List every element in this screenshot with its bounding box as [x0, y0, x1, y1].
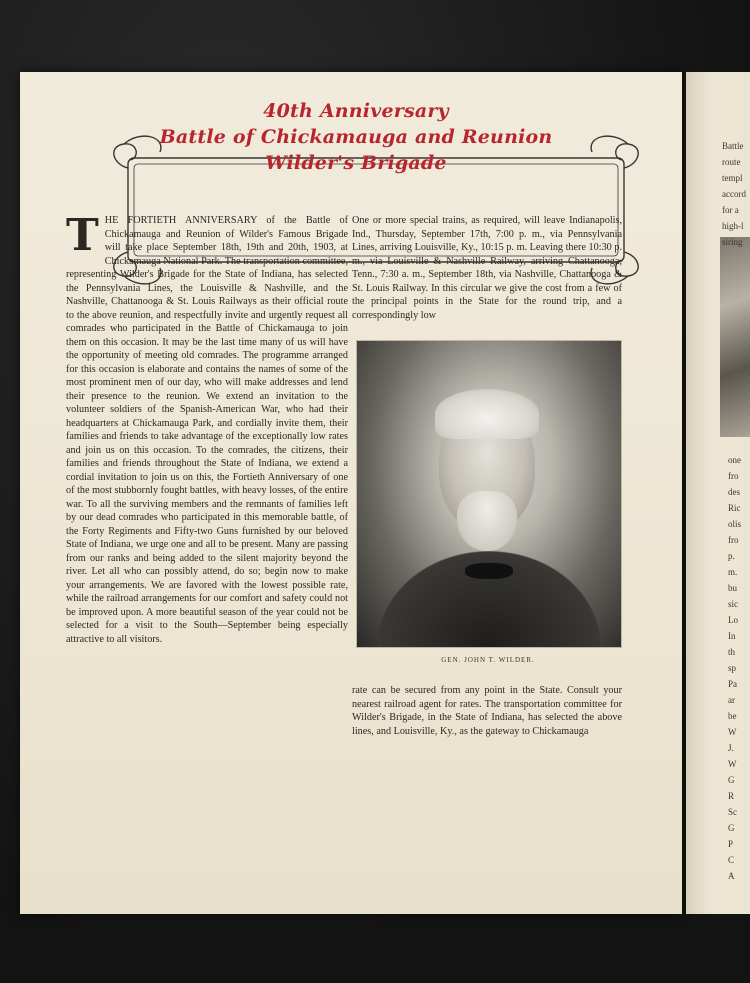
- left-column: [66, 210, 348, 646]
- facing-page-fragment: C: [728, 855, 735, 865]
- facing-page-fragment: fro: [728, 471, 739, 481]
- photo-caption: GEN. JOHN T. WILDER.: [441, 656, 535, 664]
- facing-page-fragment: route: [722, 157, 741, 167]
- facing-page-fragment: sic: [728, 599, 738, 609]
- facing-page-fragment: Sc: [728, 807, 737, 817]
- facing-page-illustration: [720, 237, 750, 437]
- right-column-top-text: One or more special trains, as required, will leave Indianapolis, Ind., Thursday, September 17th, 7:00 p. m., via Pennsylvania Lines, arriving Louisville, Ky., 10:15 p. m. Leaving there 10:30 p. m., via Louisville & Nashville Railway, arriving Chattanooga, Tenn., 7:30 a. m., September 18th, via Nashville, Chattanooga & St. Louis Railway. In this circular we give the cost from a few of the principal points in the State for the round trip, and a correspondingly low: [352, 215, 622, 321]
- facing-page-fragment: J.: [728, 743, 734, 753]
- portrait-hair: [435, 389, 539, 439]
- facing-page: [686, 72, 750, 914]
- facing-page-fragment: W: [728, 759, 737, 769]
- facing-page-fragment: bu: [728, 583, 737, 593]
- facing-page-fragment: des: [728, 487, 740, 497]
- facing-page-fragment: W: [728, 727, 737, 737]
- portrait-beard: [457, 491, 517, 551]
- facing-page-fragment: Battle: [722, 141, 744, 151]
- facing-page-fragment: olis: [728, 519, 742, 529]
- facing-page-fragment: high-l: [722, 221, 744, 231]
- facing-page-fragment: siring: [722, 237, 743, 247]
- facing-page-fragment: m.: [728, 567, 738, 577]
- facing-page-fragment: R: [728, 791, 735, 801]
- facing-page-fragment: for a: [722, 205, 739, 215]
- facing-page-fragment: A: [728, 871, 735, 881]
- left-column-text: HE FORTIETH ANNIVERSARY of the Battle of Chickamauga and Reunion of Wilder's Famous Brigade will take place September 18th, 19th and 20th, 1903, at Chickamauga National Park. The transportation committee, representing Wilder's Brigade for the State of Indiana, has selected the Pennsylvania Lines, the Louisville & Nashville, and the Nashville, Chattanooga & St. Louis Railways as their official route to the above reunion, and respectfully invite and urgently request all comrades who participated in the Battle of Chickamauga to join them on this occasion. It may be the last time many of us will have the opportunity of meeting old comrades. The programme arranged for this occasion is elaborate and contains the names of some of the most prominent men of our day, who will make addresses and lend their presence to the reunion. We extend an invitation to the volunteer soldiers of the Spanish-American War, who had their headquarters at Chickamauga Park, and cordially invite them, their families and friends to take advantage of the exceptionally low rates and join us on this occasion. To the comrades, the citizens, their families and friends throughout the State of Indiana, we extend a cordial invitation to join us on this, the Fortieth Anniversary of one of the most stubbornly fought battles, with heavy losses, of the entire war. To all the surviving members and the remnants of families left by our dead comrades who participated in this memorable battle, of the Forty Regiments and Fifty-two Guns furnished by our beloved State of Indiana, we urge one and all to be present. Many are passing from our ranks and being added to the silent majority beyond the river. Let all who can possibly attend, do so; begin now to make your arrangements. We are favored with the lowest possible rate, while the railroad arrangements for our comfort and safety could not be improved upon. A more beautiful season of the year could not be selected for a visit to the South—September being especially attractive to all visitors.: [66, 215, 348, 645]
- facing-page-fragment: Lo: [728, 615, 738, 625]
- facing-page-fragment: sp: [728, 663, 737, 673]
- facing-page-fragment: Ric: [728, 503, 741, 513]
- facing-page-fragment: ar: [728, 695, 735, 705]
- right-column-top: [352, 214, 622, 322]
- heading-line-3: Wilder's Brigade: [265, 152, 447, 174]
- title-banner: [96, 76, 616, 208]
- facing-page-fragment: be: [728, 711, 737, 721]
- facing-page-fragment: G: [728, 775, 735, 785]
- facing-page-fragment: In: [728, 631, 736, 641]
- facing-page-fragment: p.: [728, 551, 735, 561]
- drop-cap: T: [66, 210, 99, 261]
- right-column-bottom: [352, 684, 622, 738]
- facing-page-fragment: Pa: [728, 679, 737, 689]
- right-column-bottom-text: rate can be secured from any point in the State. Consult your nearest railroad agent for rates. The transportation committee for Wilder's Brigade, in the State of Indiana, has selected the above lines, and Louisville, Ky., as the gateway to Chickamauga: [352, 685, 622, 737]
- facing-page-fragment: accord: [722, 189, 746, 199]
- facing-page-fragment: fro: [728, 535, 739, 545]
- facing-page-fragment: th: [728, 647, 736, 657]
- facing-page-fragment: templ: [722, 173, 743, 183]
- facing-page-fragment: P: [728, 839, 734, 849]
- portrait-bowtie: [465, 563, 513, 579]
- facing-page-fragment: one: [728, 455, 741, 465]
- facing-page-fragment: G: [728, 823, 735, 833]
- heading-line-1: 40th Anniversary: [263, 100, 449, 122]
- portrait-photo: [356, 340, 622, 648]
- heading-line-2: Battle of Chickamauga and Reunion: [159, 126, 553, 148]
